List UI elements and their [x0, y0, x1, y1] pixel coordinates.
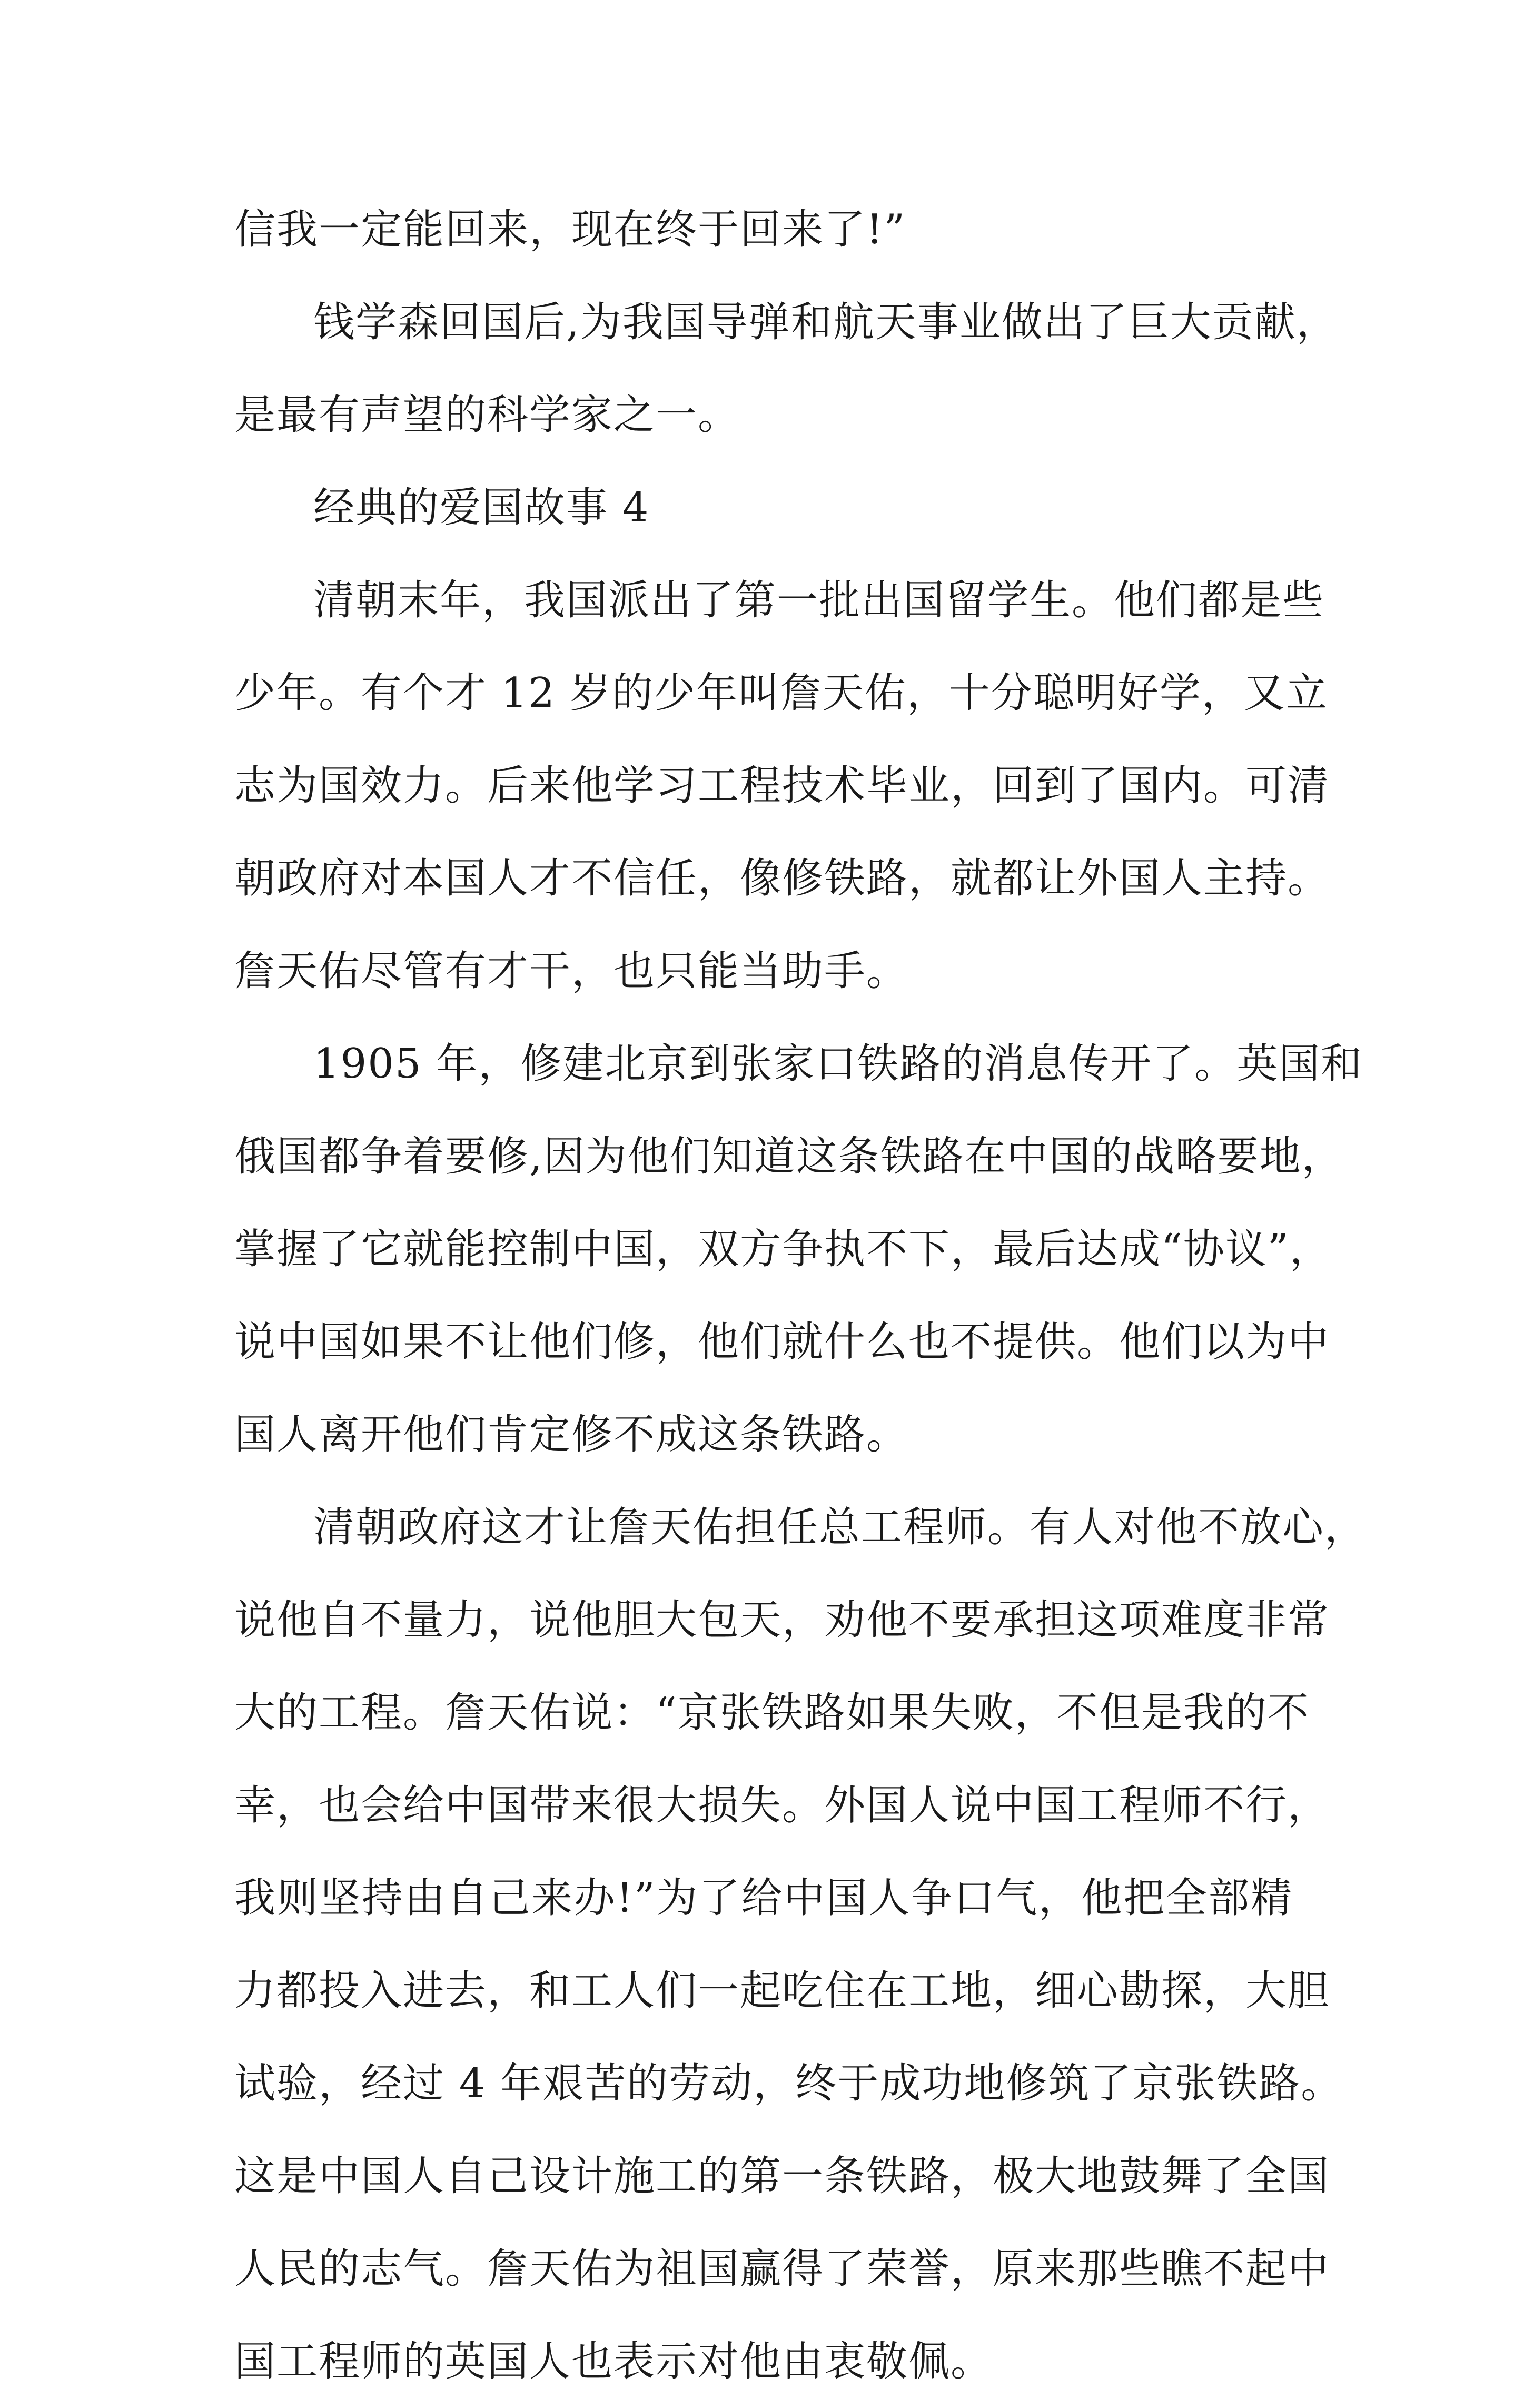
- story-text: [234, 183, 1367, 2408]
- text-line: 俄国都争着要修,因为他们知道这条铁路在中国的战略要地，: [234, 1133, 1344, 1180]
- text-line: 掌握了它就能控制中国，双方争执不下，最后达成“协议”，: [234, 1226, 1332, 1273]
- text-line: 人民的志气。詹天佑为祖国赢得了荣誉，原来那些瞧不起中: [234, 2245, 1330, 2293]
- text-line: 朝政府对本国人才不信任，像修铁路，就都让外国人主持。: [234, 855, 1330, 902]
- text-line: 幸，也会给中国带来很大损失。外国人说中国工程师不行，: [234, 1782, 1330, 1829]
- text-line: 试验，经过 4 年艰苦的劳动，终于成功地修筑了京张铁路。: [234, 2060, 1343, 2107]
- text-line: 力都投入进去，和工人们一起吃住在工地，细心勘探，大胆: [234, 1967, 1330, 2015]
- text-line: 信我一定能回来，现在终于回来了!”: [234, 206, 906, 253]
- text-line: 詹天佑尽管有才干，也只能当助手。: [234, 948, 909, 995]
- paragraph-start-line: 清朝末年，我国派出了第一批出国留学生。他们都是些: [313, 577, 1325, 624]
- section-heading: 经典的爱国故事 4: [313, 484, 650, 531]
- text-line: 少年。有个才 12 岁的少年叫詹天佑，十分聪明好学，又立: [234, 669, 1328, 717]
- paragraph-start-line: 清朝政府这才让詹天佑担任总工程师。有人对他不放心，: [313, 1504, 1367, 1551]
- text-line: 大的工程。詹天佑说：“京张铁路如果失败，不但是我的不: [234, 1689, 1310, 1736]
- text-line: 这是中国人自己设计施工的第一条铁路，极大地鼓舞了全国: [234, 2153, 1330, 2200]
- text-line: 志为国效力。后来他学习工程技术毕业，回到了国内。可清: [234, 762, 1330, 810]
- paragraph-start-line: 1905 年，修建北京到张家口铁路的消息传开了。英国和: [313, 1040, 1363, 1088]
- text-line: 我则坚持由自己来办!”为了给中国人争口气，他把全部精: [234, 1874, 1293, 1922]
- text-line: 是最有声望的科学家之一。: [234, 391, 740, 439]
- text-line: 国人离开他们肯定修不成这条铁路。: [234, 1411, 909, 1458]
- text-line: 说他自不量力，说他胆大包天，劝他不要承担这项难度非常: [234, 1596, 1330, 1644]
- paragraph-start-line: 钱学森回国后,为我国导弹和航天事业做出了巨大贡献，: [313, 299, 1339, 346]
- text-line: 说中国如果不让他们修，他们就什么也不提供。他们以为中: [234, 1318, 1330, 1366]
- text-line: 国工程师的英国人也表示对他由衷敬佩。: [234, 2338, 993, 2385]
